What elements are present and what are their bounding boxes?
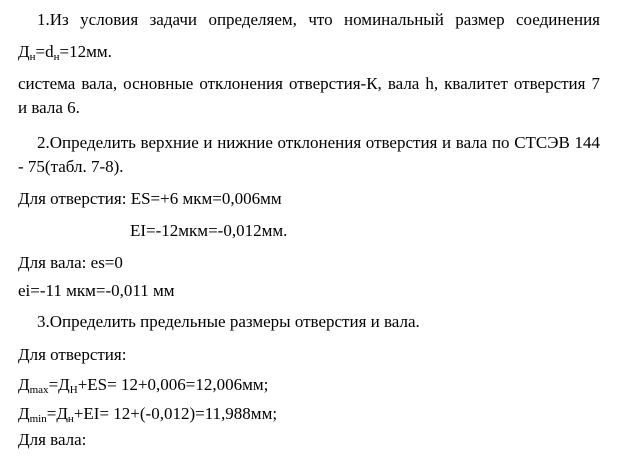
nominal-symbol: =Д bbox=[46, 404, 68, 423]
text-line-11: 3.Определить предельные размеры отверстия и вала. bbox=[37, 312, 420, 331]
subscript: н bbox=[53, 51, 60, 63]
text-line-14 bbox=[18, 404, 277, 424]
subscript: min bbox=[29, 413, 47, 425]
subscript: max bbox=[29, 384, 49, 396]
max-size-symbol: Д bbox=[18, 375, 30, 394]
text-line-4: и вала 6. bbox=[18, 98, 80, 117]
subscript: н bbox=[67, 413, 74, 425]
nominal-size-shaft-symbol: =d bbox=[35, 42, 54, 61]
text-line-15: Для вала: bbox=[18, 430, 87, 449]
text-line-5: 2.Определить верхние и нижние отклонения отверстия и вала по СТСЭВ 144 bbox=[37, 133, 600, 152]
text-line-7: Для отверстия: ES=+6 мкм=0,006мм bbox=[18, 189, 282, 208]
text-line-9: Для вала: es=0 bbox=[18, 253, 123, 272]
max-size-formula: +ES= 12+0,006=12,006мм; bbox=[77, 375, 269, 394]
text-line-3: система вала, основные отклонения отверстия-К, вала h, квалитет отверстия 7 bbox=[18, 74, 600, 93]
text-line-1: 1.Из условия задачи определяем, что номинальный размер соединения bbox=[37, 10, 600, 29]
subscript: Н bbox=[69, 384, 78, 396]
nominal-symbol: =Д bbox=[48, 375, 70, 394]
min-size-symbol: Д bbox=[18, 404, 30, 423]
min-size-formula: +EI= 12+(-0,012)=11,988мм; bbox=[73, 404, 278, 423]
text-line-13 bbox=[18, 375, 268, 395]
text-line-12: Для отверстия: bbox=[18, 345, 127, 364]
nominal-size-hole-symbol: Д bbox=[18, 42, 30, 61]
text-line-8: EI=-12мкм=-0,012мм. bbox=[130, 221, 288, 240]
text-line-6: - 75(табл. 7-8). bbox=[18, 157, 124, 176]
text-line-2 bbox=[18, 42, 112, 62]
subscript: н bbox=[29, 51, 36, 63]
nominal-size-value: =12мм. bbox=[59, 42, 112, 61]
text-line-10: ei=-11 мкм=-0,011 мм bbox=[18, 281, 175, 300]
